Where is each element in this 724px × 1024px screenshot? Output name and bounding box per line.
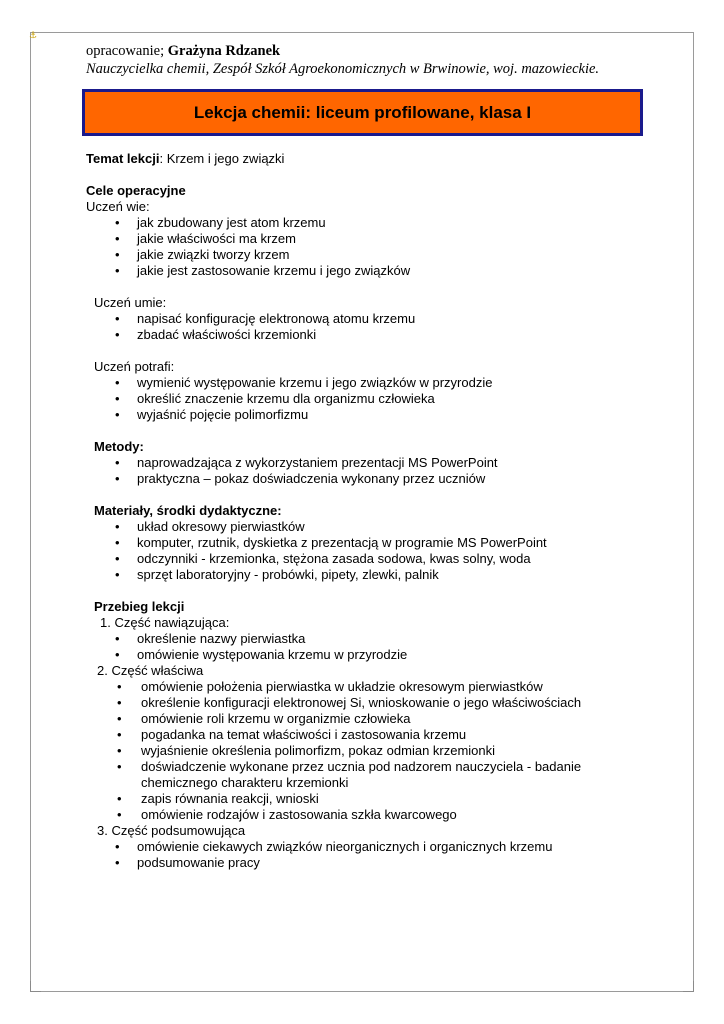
part-2-list xyxy=(86,679,646,823)
part-3-label: 3. Część podsumowująca xyxy=(97,823,246,838)
anchor-icon: ⚓ xyxy=(29,31,38,41)
crop-mark-bottom-right xyxy=(683,981,694,992)
list-item: • omówienie roli krzemu w organizmie człowieka xyxy=(86,711,646,727)
part-2-label: 2. Część właściwa xyxy=(97,663,204,678)
list-item: • wyjaśnić pojęcie polimorfizmu xyxy=(86,407,646,423)
list-item: • jakie związki tworzy krzem xyxy=(86,247,646,263)
list-item: • określenie konfiguracji elektronowej Si, wnioskowanie o jego właściwościach xyxy=(86,695,646,711)
knows-list xyxy=(86,215,646,279)
lesson-banner xyxy=(82,89,643,136)
list-item: • sprzęt laboratoryjny - probówki, pipety, zlewki, palnik xyxy=(86,567,646,583)
list-item: • komputer, rzutnik, dyskietka z prezentacją w programie MS PowerPoint xyxy=(86,535,646,551)
list-item: • naprowadzająca z wykorzystaniem prezentacji MS PowerPoint xyxy=(86,455,646,471)
list-item: • omówienie rodzajów i zastosowania szkła kwarcowego xyxy=(86,807,646,823)
list-item: • wyjaśnienie określenia polimorfizm, pokaz odmian krzemionki xyxy=(86,743,646,759)
knows-label: Uczeń wie: xyxy=(86,199,150,214)
can-list xyxy=(86,311,646,343)
list-item: • napisać konfigurację elektronową atomu krzemu xyxy=(86,311,646,327)
can-label: Uczeń umie: xyxy=(94,295,167,310)
list-item: • określenie nazwy pierwiastka xyxy=(86,631,646,647)
topic-value: : Krzem i jego związki xyxy=(159,151,285,166)
author-line xyxy=(86,42,280,60)
list-item: • doświadczenie wykonane przez ucznia pod nadzorem nauczyciela - badanie chemicznego charakteru krzemionki xyxy=(86,759,646,791)
list-item: • podsumowanie pracy xyxy=(86,855,646,871)
list-item: • zapis równania reakcji, wnioski xyxy=(86,791,646,807)
author-name: Grażyna Rdzanek xyxy=(167,43,281,59)
materials-list xyxy=(86,519,646,583)
topic-line xyxy=(86,151,646,167)
list-item: • jak zbudowany jest atom krzemu xyxy=(86,215,646,231)
list-item: • omówienie ciekawych związków nieorganicznych i organicznych krzemu xyxy=(86,839,646,855)
part-1-list xyxy=(86,631,646,663)
part-3-list xyxy=(86,839,646,871)
lesson-content xyxy=(86,151,646,871)
list-item: • jakie jest zastosowanie krzemu i jego związków xyxy=(86,263,646,279)
course-heading: Przebieg lekcji xyxy=(94,599,185,614)
list-item: • wymienić występowanie krzemu i jego związków w przyrodzie xyxy=(86,375,646,391)
list-item: • praktyczna – pokaz doświadczenia wykonany przez uczniów xyxy=(86,471,646,487)
goals-heading: Cele operacyjne xyxy=(86,183,186,198)
methods-heading: Metody: xyxy=(94,439,144,454)
list-item: • zbadać właściwości krzemionki xyxy=(86,327,646,343)
crop-mark-bottom-left xyxy=(30,981,41,992)
topic-label: Temat lekcji xyxy=(86,151,160,166)
materials-heading: Materiały, środki dydaktyczne: xyxy=(94,503,282,518)
methods-list xyxy=(86,455,646,487)
part-1-label: 1. Część nawiązująca: xyxy=(100,615,230,630)
author-prefix: opracowanie; xyxy=(86,43,168,59)
list-item: • omówienie położenia pierwiastka w układzie okresowym pierwiastków xyxy=(86,679,646,695)
banner-title: Lekcja chemii: liceum profilowane, klasa I xyxy=(193,102,532,122)
list-item: • omówienie występowania krzemu w przyrodzie xyxy=(86,647,646,663)
list-item: • określić znaczenie krzemu dla organizmu człowieka xyxy=(86,391,646,407)
author-affiliation: Nauczycielka chemii, Zespół Szkół Agroekonomicznych w Brwinowie, woj. mazowieckie. xyxy=(86,61,600,77)
list-item: • pogadanka na temat właściwości i zastosowania krzemu xyxy=(86,727,646,743)
list-item: • odczynniki - krzemionka, stężona zasada sodowa, kwas solny, woda xyxy=(86,551,646,567)
list-item: • układ okresowy pierwiastków xyxy=(86,519,646,535)
list-item: • jakie właściwości ma krzem xyxy=(86,231,646,247)
able-list xyxy=(86,375,646,423)
able-label: Uczeń potrafi: xyxy=(94,359,175,374)
